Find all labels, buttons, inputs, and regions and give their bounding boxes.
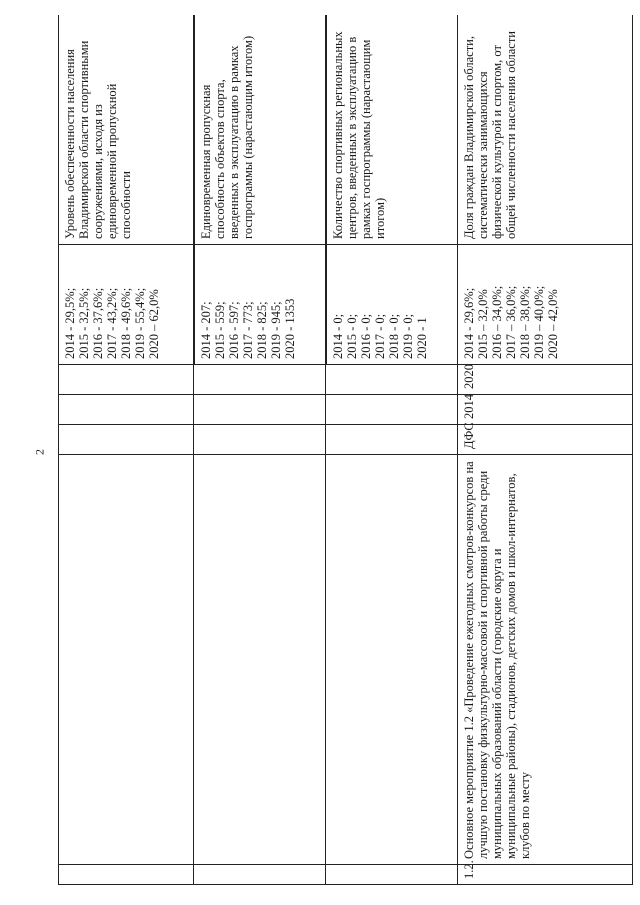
value-line: 2020 – 42,0% [546,289,560,359]
measure-name [194,455,326,865]
value-line: 2017 - 43,2%; [105,287,119,359]
value-line: 2015 – 32,0% [476,289,490,359]
target-values [326,245,458,365]
row-number: 1.2. [458,865,633,885]
executor: ДФС [458,425,633,455]
measure-name [326,455,458,865]
value-line: 2014 - 29,6%; [462,287,476,359]
measure-name: Основное мероприятие 1.2 «Проведение ежегодных смотров-конкурсов на лучшую постановку физкультурно-массовой и спортивной работы среди муниципальных образований области (городские округа и муниципальные районы), стадионов, детских домов и школ-интернатов, клубов по месту [458,455,633,865]
row-number [194,865,326,885]
row-number [59,865,194,885]
value-line: 2019 - 55,4%; [133,287,147,359]
value-line: 2016 – 34,0%; [490,285,504,359]
indicator-text: Количество спортивных региональных центров, введенных в эксплуатацию в рамках госпрограммы (нарастающим итогом) [326,15,458,245]
executor [326,425,458,455]
year-start [194,395,326,425]
page-number: 2 [32,449,47,455]
table-row [458,15,633,885]
year-end [326,365,458,395]
executor [194,425,326,455]
value-line: 2015 - 559; [212,301,227,359]
value-line: 2017 - 773; [240,301,255,359]
indicator-text: Единовременная пропускная способность объектов спорта, введенных в эксплуатацию в рамках госпрограммы (нарастающим итогом) [194,15,326,245]
year-end: 2020 [458,365,633,395]
value-line: 2018 - 49,6%; [119,287,133,359]
target-values [458,245,633,365]
table-row [59,15,194,885]
year-end [194,365,326,395]
value-line: 2019 – 40,0%; [532,285,546,359]
table-viewport [58,15,633,885]
program-table [58,15,633,885]
value-line: 2014 - 207; [198,301,213,359]
indicator-text: Уровень обеспеченности населения Владимирской области спортивными сооружениями, исходя из единовременной пропускной способности [59,15,194,245]
value-line: 2015 - 32,5%; [77,287,91,359]
table-row [326,15,458,885]
year-end [59,365,194,395]
value-line: 2020 - 1 [414,317,429,359]
rotated-table-container [58,15,633,885]
value-line: 2016 - 37,6%; [91,287,105,359]
year-start [326,395,458,425]
executor [59,425,194,455]
year-start: 2014 [458,395,633,425]
target-values [194,245,326,365]
row-number [326,865,458,885]
value-line: 2018 - 0; [386,313,401,359]
value-line: 2017 – 36,0%; [504,285,518,359]
value-line: 2018 – 38,0%; [518,285,532,359]
table-row [194,15,326,885]
target-values [59,245,194,365]
value-line: 2014 - 29,5%; [63,287,77,359]
value-line: 2020 – 62,0% [147,289,161,359]
indicator-text: Доля граждан Владимирской области, систематически занимающихся физической культурой и спортом, от общей численности населения области [458,15,633,245]
value-line: 2017 - 0; [372,313,387,359]
value-line: 2016 - 0; [358,313,373,359]
year-start [59,395,194,425]
value-line: 2019 - 945; [268,301,283,359]
value-line: 2020 - 1353 [282,298,297,359]
value-line: 2019 - 0; [400,313,415,359]
value-line: 2014 - 0; [330,313,345,359]
value-line: 2016 - 597; [226,301,241,359]
measure-name [59,455,194,865]
value-line: 2018 - 825; [254,301,269,359]
value-line: 2015 - 0; [344,313,359,359]
